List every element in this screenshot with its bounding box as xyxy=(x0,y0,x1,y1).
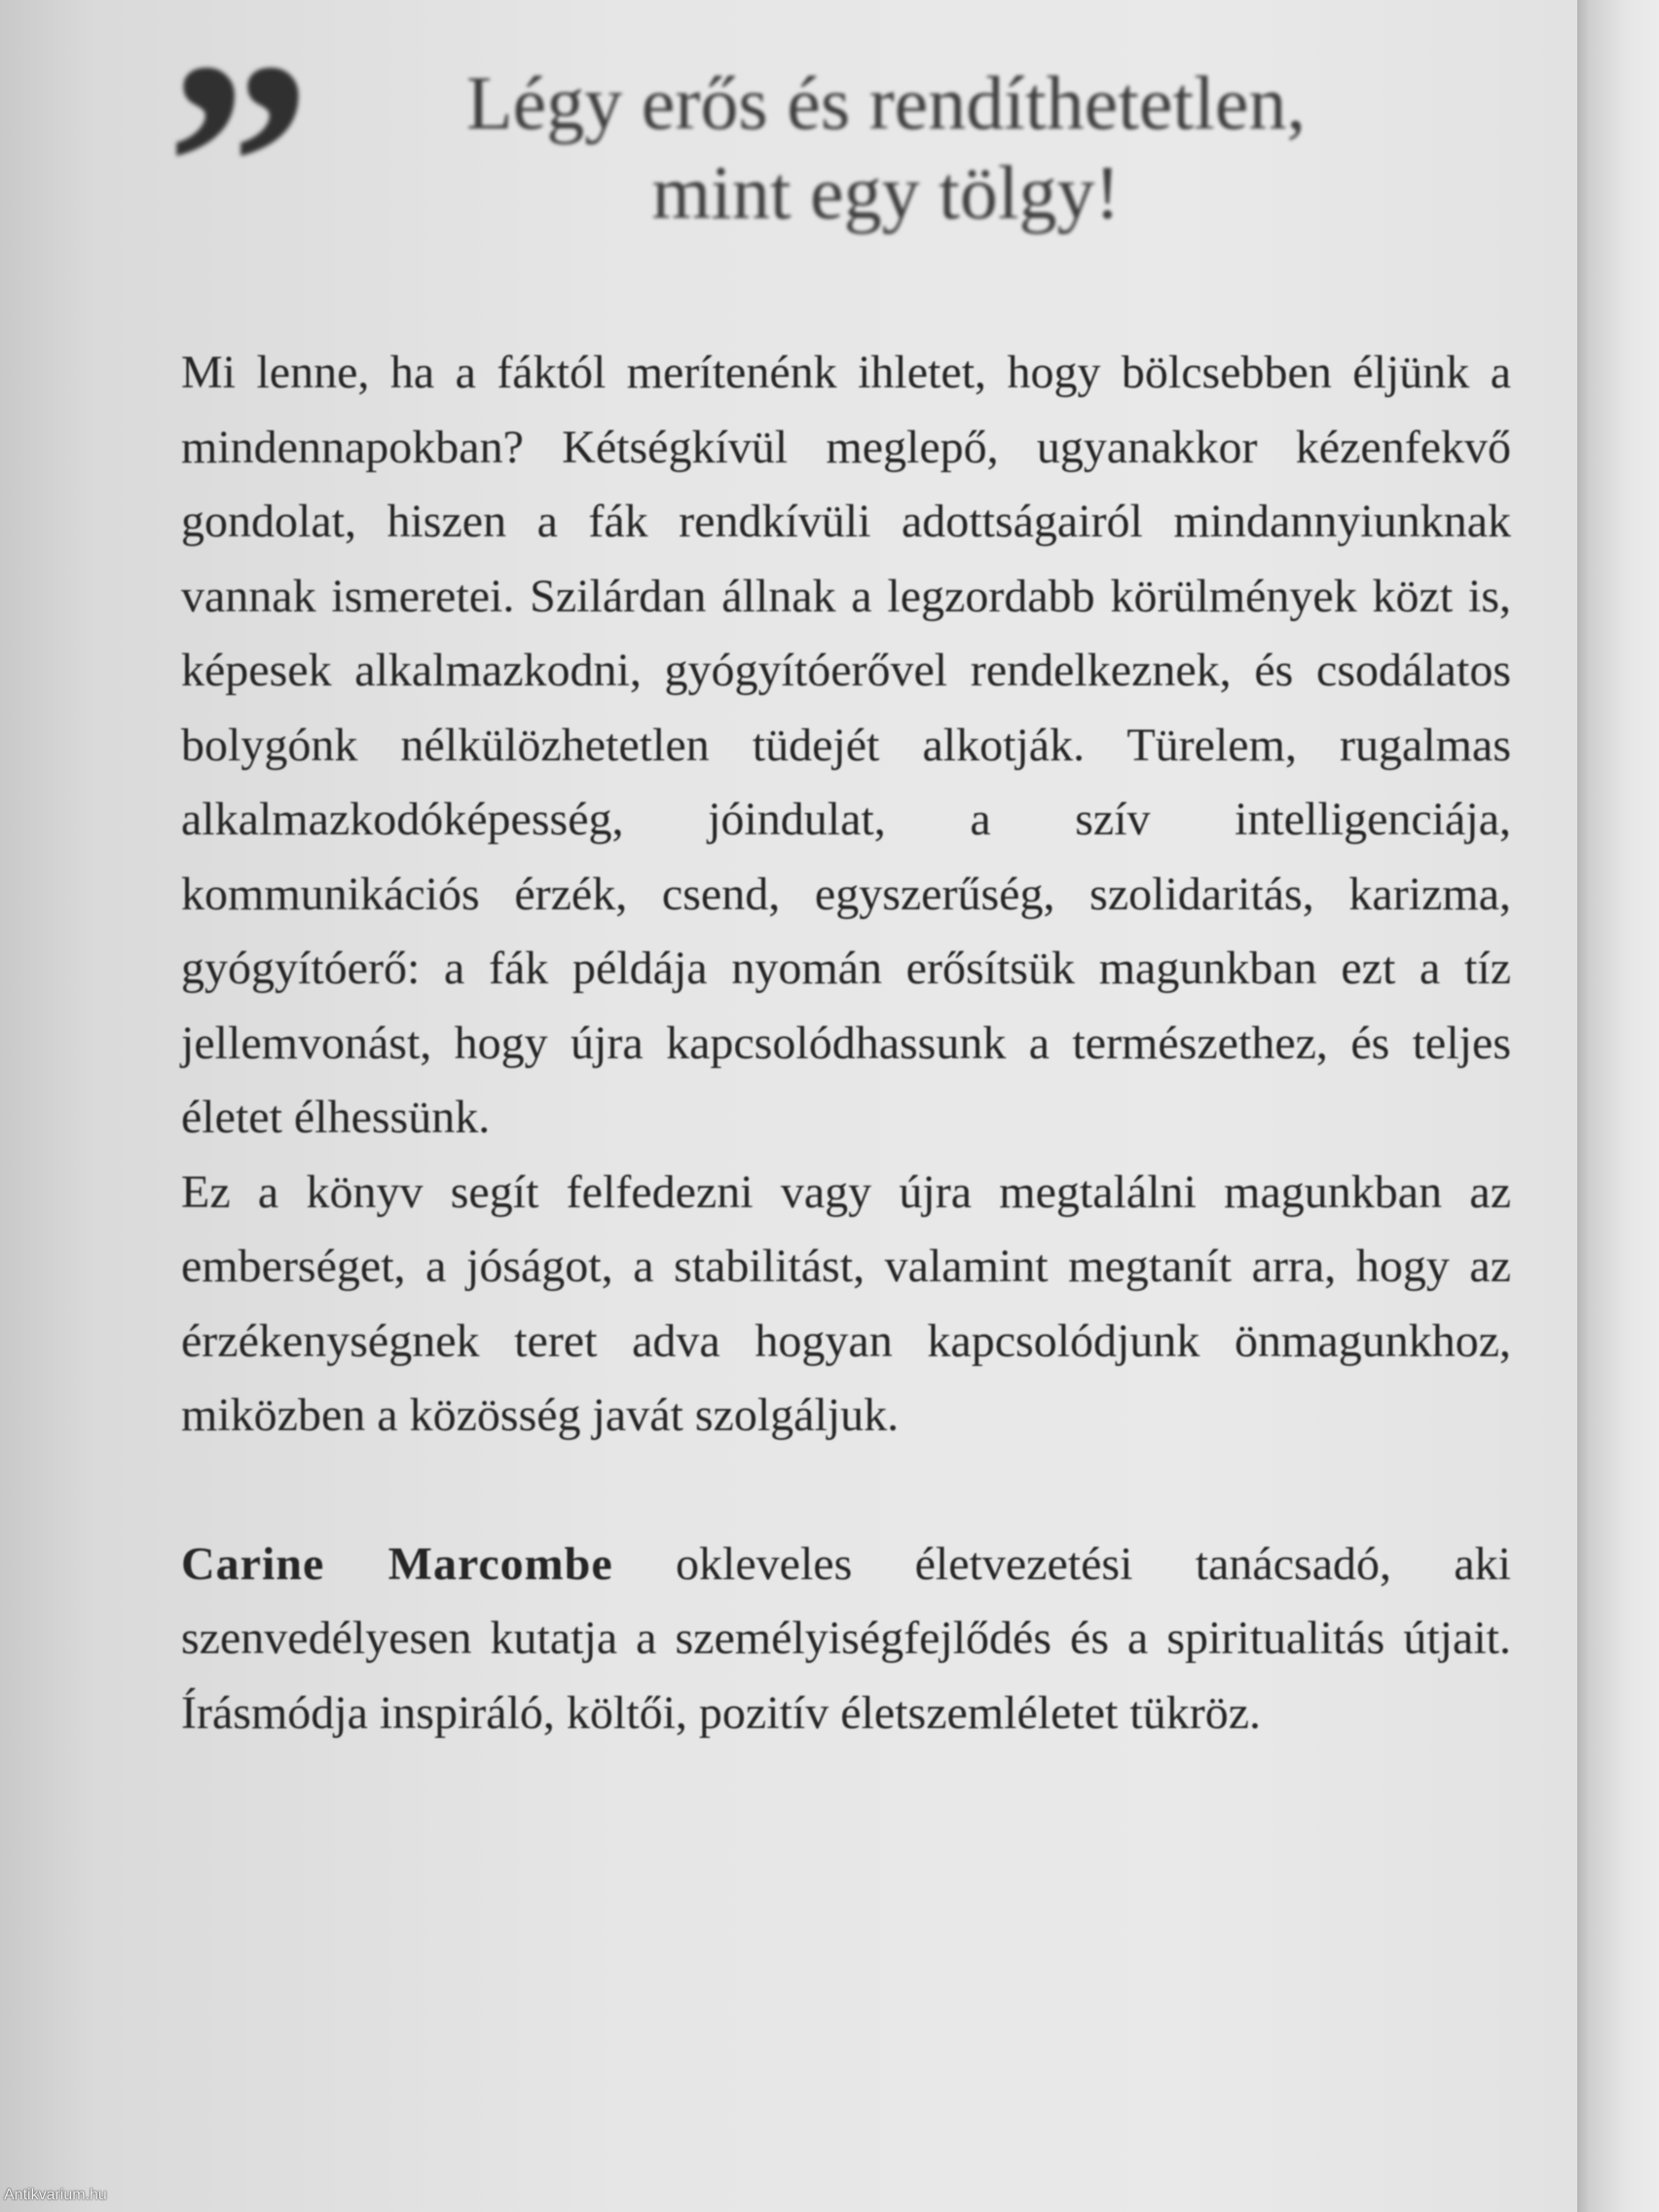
title-line-2: mint egy tölgy! xyxy=(651,150,1121,235)
author-name: Carine Marcombe xyxy=(181,1537,613,1590)
page-edge-shadow xyxy=(1577,0,1659,2212)
cover-title xyxy=(321,58,1451,238)
quote-mark-icon: ” xyxy=(166,2,312,325)
title-line-1: Légy erős és rendíthetetlen, xyxy=(466,60,1306,145)
blurb-paragraph-1: Mi lenne, ha a fáktól merítenénk ihletet, hogy bölcsebben éljünk a mindennapokban? Kétségkívül meglepő, ugyanakkor kézenfekvő gondolat, hiszen a fák rendkívüli adottságairól mindannyiunknak vannak ismeretei. Szilárdan állnak a legzordabb körülmények közt is, képesek alkalmazkodni, gyógyítóerővel rendelkeznek, és csodálatos bolygónk nélkülözhetetlen tüdejét alkotják. Türelem, rugalmas alkalmazkodóképesség, jóindulat, a szív intelligenciája, kommunikációs érzék, csend, egyszerűség, szolidaritás, karizma, gyógyítóerő: a fák példája nyomán erősítsük magunkban ezt a tíz jellemvonást, hogy újra kapcsolódhassunk a természethez, és teljes életet élhessünk. xyxy=(181,347,1511,1143)
author-bio xyxy=(181,1528,1511,1751)
blurb-text xyxy=(181,336,1511,1751)
author-bio-text: okleveles életvezetési tanácsadó, aki szenvedélyesen kutatja a személyiségfejlődés és a spiritualitás útjait. Írásmódja inspiráló, költői, pozitív életszemléletet tükröz. xyxy=(181,1537,1511,1739)
watermark: Antikvarium.hu xyxy=(4,2187,107,2203)
blurb-paragraph-2: Ez a könyv segít felfedezni vagy újra megtalálni magunkban az emberséget, a jóságot, a stabilitást, valamint megtanít arra, hogy az érzékenységnek teret adva hogyan kapcsolódjunk önmagunkhoz, miközben a közösség javát szolgáljuk. xyxy=(181,1165,1511,1441)
